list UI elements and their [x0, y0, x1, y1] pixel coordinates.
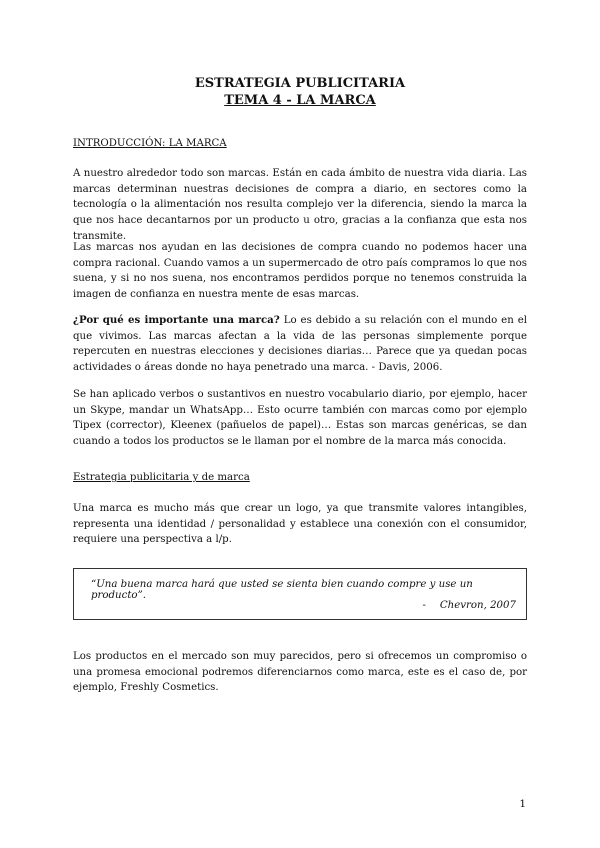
section-heading-estrategia: Estrategia publicitaria y de marca [73, 472, 250, 483]
quote-citation [422, 600, 516, 611]
paragraph: Las marcas nos ayudan en las decisiones de compra cuando no podemos hacer una compra racional. Cuando vamos a un supermercado de otro país compramos lo que nos suena, y si no nos suena, nos encontramos perdidos porque no tenemos construida la imagen de confianza en nuestra mente de esas marcas. [73, 242, 527, 301]
paragraph: Una marca es mucho más que crear un logo, ya que transmite valores intangibles, representa una identidad / personalidad y establece una conexión con el consumidor, requiere una perspectiva a l/p. [73, 503, 527, 546]
paragraph-bold-lead: ¿Por qué es importante una marca? [73, 314, 280, 326]
quote-dash: - [422, 600, 426, 611]
paragraph: Se han aplicado verbos o sustantivos en nuestro vocabulario diario, por ejemplo, hacer un Skype, mandar un WhatsApp… Esto ocurre también con marcas como por ejemplo Tipex (corrector), Kleenex (pañuelos de papel)… Estas son marcas genéricas, se dan cuando a todos los productos se le llaman por el nombre de la marca más conocida. [73, 389, 527, 448]
document-subtitle: TEMA 4 - LA MARCA [224, 93, 376, 108]
quote-box [73, 568, 527, 620]
paragraph: A nuestro alrededor todo son marcas. Están en cada ámbito de nuestra vida diaria. Las marcas determinan nuestras decisiones de compra a diario, en sectores como la tecnología o la alimentación nos resulta complejo ver la diferencia, siendo la marca la que nos hace decantarnos por un producto u otro, gracias a la confianza que esta nos transmite. [73, 168, 527, 242]
section-heading-introduccion: INTRODUCCIÓN: LA MARCA [73, 138, 227, 149]
document-title: ESTRATEGIA PUBLICITARIA [194, 76, 406, 91]
paragraph-importance [73, 313, 527, 376]
paragraph-text: Lo es debido a su relación con el mundo en el que vivimos. Las marcas afectan a la vida de las personas simplemente porque repercuten en nuestras elecciones y decisiones diarias… Parece que ya quedan pocas actividades o áreas donde no haya penetrado una marca. - Davis, 2006. [73, 315, 527, 374]
paragraph: Los productos en el mercado son muy parecidos, pero si ofrecemos un compromiso o una promesa emocional podremos diferenciarnos como marca, este es el caso de, por ejemplo, Freshly Cosmetics. [73, 651, 527, 694]
quote-text: “Una buena marca hará que usted se sienta bien cuando compre y use un producto”. [91, 579, 473, 601]
quote-author: Chevron, 2007 [439, 600, 516, 611]
page-number: 1 [519, 798, 526, 810]
